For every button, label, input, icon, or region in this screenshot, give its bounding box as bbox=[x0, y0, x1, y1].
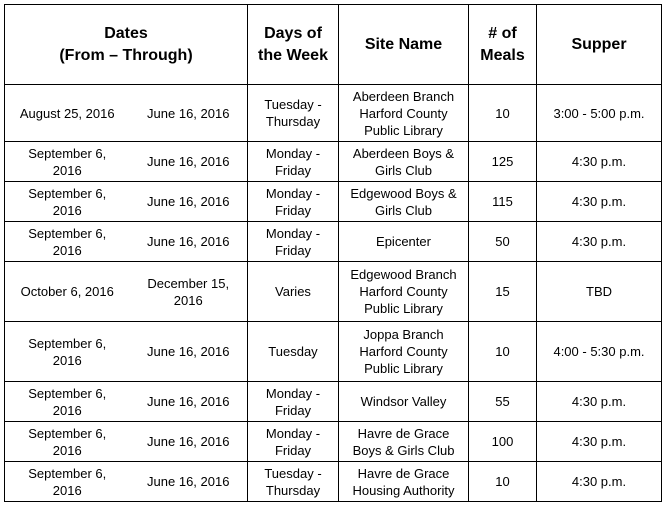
header-supper: Supper bbox=[537, 5, 662, 85]
cell-meals: 50 bbox=[469, 222, 537, 262]
cell-supper: 3:00 - 5:00 p.m. bbox=[537, 85, 662, 142]
table-row bbox=[5, 382, 662, 422]
cell-days: Monday - Friday bbox=[248, 222, 339, 262]
meal-sites-table bbox=[4, 4, 662, 502]
table-row bbox=[5, 322, 662, 382]
cell-supper: 4:30 p.m. bbox=[537, 222, 662, 262]
header-days: Days of the Week bbox=[248, 5, 339, 85]
cell-supper: 4:00 - 5:30 p.m. bbox=[537, 322, 662, 382]
cell-site: Edgewood Boys & Girls Club bbox=[339, 182, 469, 222]
cell-supper: 4:30 p.m. bbox=[537, 142, 662, 182]
cell-site: Havre de Grace Housing Authority bbox=[339, 462, 469, 502]
cell-from: September 6, 2016 bbox=[5, 422, 130, 462]
header-row bbox=[5, 5, 662, 85]
table-row bbox=[5, 142, 662, 182]
cell-site: Aberdeen Boys & Girls Club bbox=[339, 142, 469, 182]
cell-days: Tuesday - Thursday bbox=[248, 85, 339, 142]
header-site: Site Name bbox=[339, 5, 469, 85]
cell-days: Monday - Friday bbox=[248, 422, 339, 462]
table-row bbox=[5, 182, 662, 222]
cell-from: September 6, 2016 bbox=[5, 322, 130, 382]
table-row bbox=[5, 85, 662, 142]
cell-site: Havre de Grace Boys & Girls Club bbox=[339, 422, 469, 462]
cell-from: September 6, 2016 bbox=[5, 182, 130, 222]
header-dates: Dates (From – Through) bbox=[5, 5, 248, 85]
cell-days: Monday - Friday bbox=[248, 142, 339, 182]
cell-days: Monday - Friday bbox=[248, 182, 339, 222]
cell-meals: 10 bbox=[469, 462, 537, 502]
cell-through: June 16, 2016 bbox=[130, 182, 248, 222]
cell-meals: 100 bbox=[469, 422, 537, 462]
cell-through: June 16, 2016 bbox=[130, 422, 248, 462]
cell-meals: 15 bbox=[469, 262, 537, 322]
cell-meals: 10 bbox=[469, 322, 537, 382]
cell-from: September 6, 2016 bbox=[5, 462, 130, 502]
header-meals: # of Meals bbox=[469, 5, 537, 85]
cell-through: June 16, 2016 bbox=[130, 382, 248, 422]
cell-site: Epicenter bbox=[339, 222, 469, 262]
cell-days: Tuesday - Thursday bbox=[248, 462, 339, 502]
cell-supper: 4:30 p.m. bbox=[537, 462, 662, 502]
cell-from: September 6, 2016 bbox=[5, 222, 130, 262]
cell-from: August 25, 2016 bbox=[5, 85, 130, 142]
cell-meals: 10 bbox=[469, 85, 537, 142]
table-row bbox=[5, 422, 662, 462]
cell-through: June 16, 2016 bbox=[130, 142, 248, 182]
cell-supper: 4:30 p.m. bbox=[537, 422, 662, 462]
cell-through: June 16, 2016 bbox=[130, 85, 248, 142]
cell-meals: 125 bbox=[469, 142, 537, 182]
cell-through: June 16, 2016 bbox=[130, 322, 248, 382]
cell-through: June 16, 2016 bbox=[130, 222, 248, 262]
cell-supper: 4:30 p.m. bbox=[537, 182, 662, 222]
cell-supper: 4:30 p.m. bbox=[537, 382, 662, 422]
cell-supper: TBD bbox=[537, 262, 662, 322]
cell-days: Monday - Friday bbox=[248, 382, 339, 422]
cell-from: September 6, 2016 bbox=[5, 382, 130, 422]
cell-site: Edgewood Branch Harford County Public Library bbox=[339, 262, 469, 322]
cell-days: Tuesday bbox=[248, 322, 339, 382]
table-row bbox=[5, 262, 662, 322]
cell-from: October 6, 2016 bbox=[5, 262, 130, 322]
cell-through: June 16, 2016 bbox=[130, 462, 248, 502]
cell-site: Windsor Valley bbox=[339, 382, 469, 422]
cell-meals: 115 bbox=[469, 182, 537, 222]
cell-site: Joppa Branch Harford County Public Library bbox=[339, 322, 469, 382]
cell-through: December 15, 2016 bbox=[130, 262, 248, 322]
cell-days: Varies bbox=[248, 262, 339, 322]
cell-site: Aberdeen Branch Harford County Public Library bbox=[339, 85, 469, 142]
cell-meals: 55 bbox=[469, 382, 537, 422]
cell-from: September 6, 2016 bbox=[5, 142, 130, 182]
table-row bbox=[5, 462, 662, 502]
table-row bbox=[5, 222, 662, 262]
